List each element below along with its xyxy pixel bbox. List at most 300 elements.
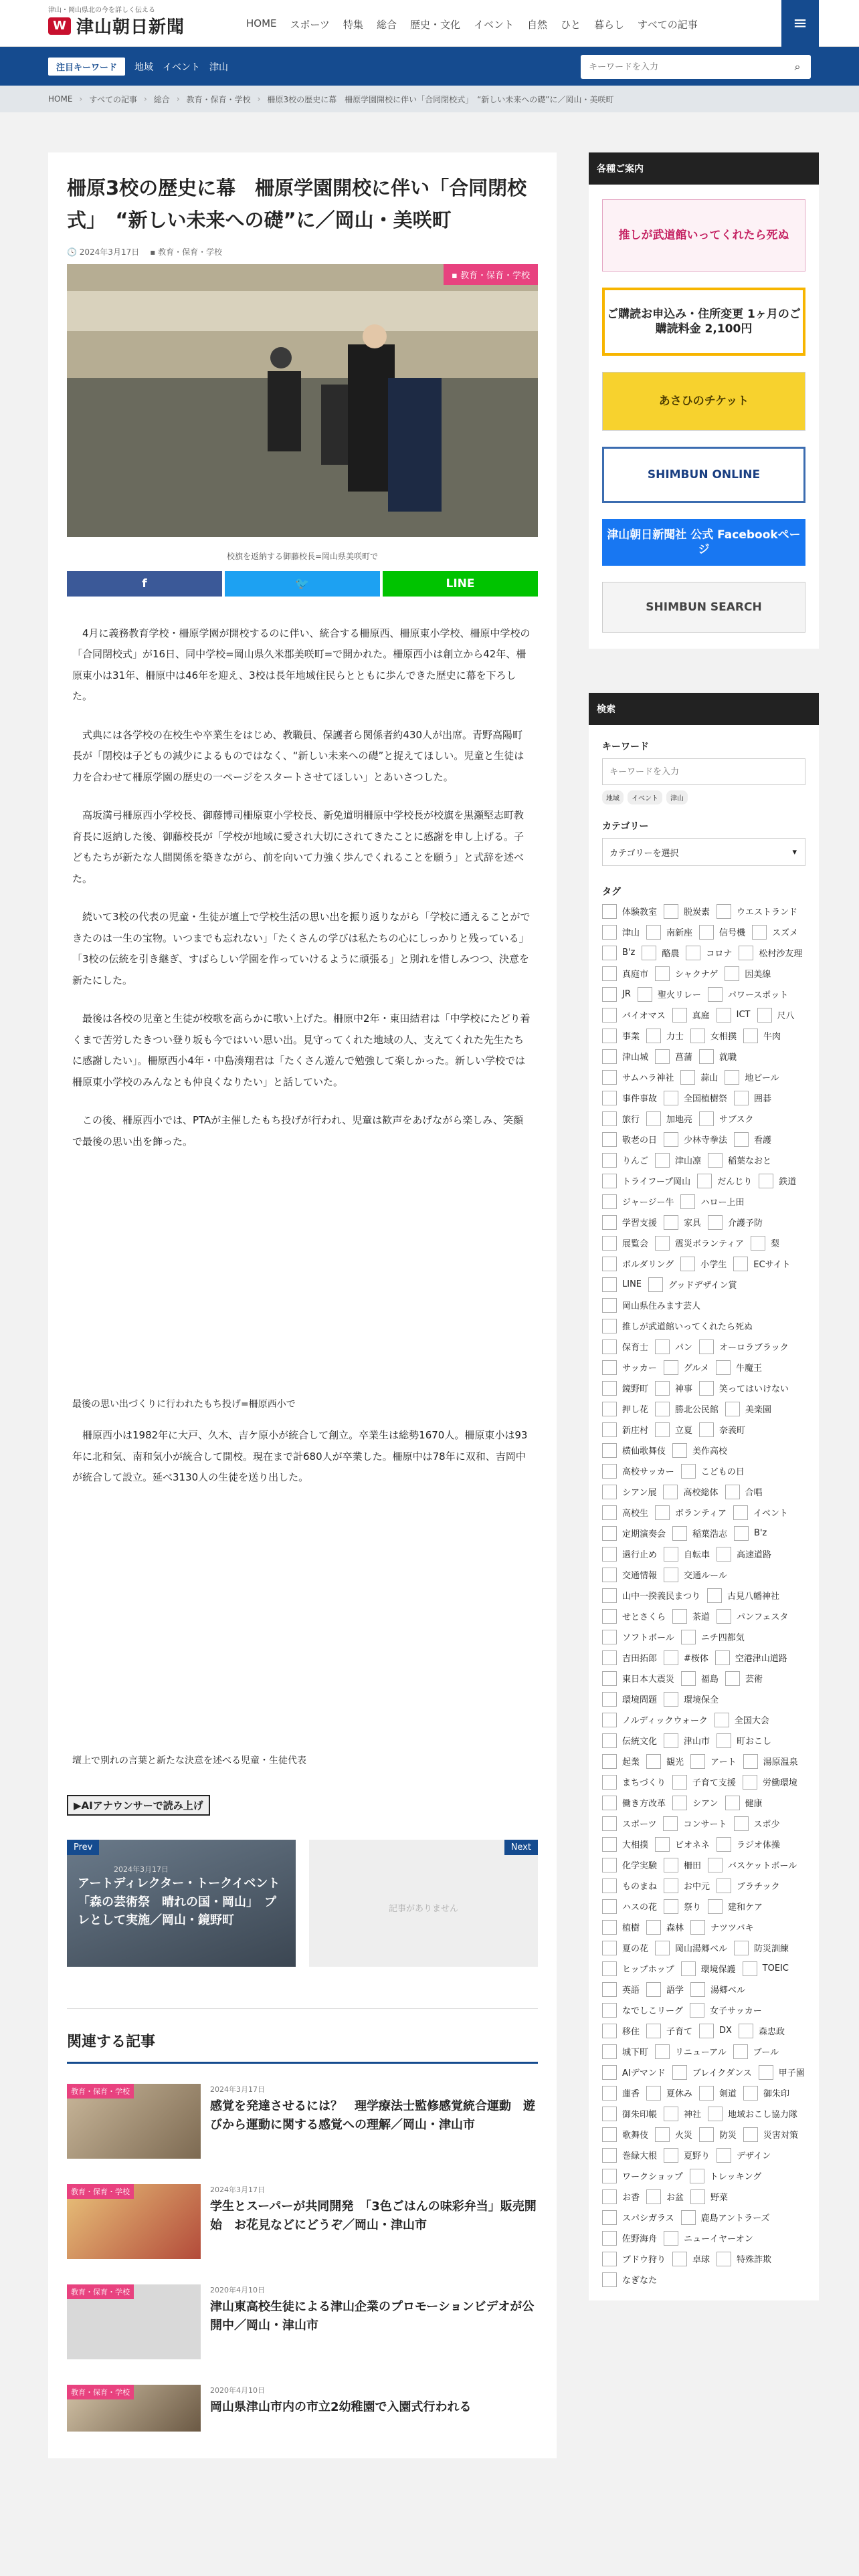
checkbox-icon[interactable] — [717, 2252, 731, 2266]
tag-checkbox[interactable] — [663, 1484, 718, 1499]
checkbox-icon[interactable] — [708, 1153, 723, 1168]
tag-checkbox[interactable] — [646, 924, 692, 940]
tag-checkbox[interactable] — [602, 924, 640, 940]
checkbox-icon[interactable] — [664, 1650, 678, 1665]
tag-checkbox[interactable] — [664, 1733, 710, 1748]
checkbox-icon[interactable] — [734, 1526, 749, 1541]
keyword-link[interactable]: イベント — [163, 62, 201, 73]
checkbox-icon[interactable] — [708, 1215, 723, 1230]
checkbox-icon[interactable] — [602, 1194, 617, 1209]
tag-checkbox[interactable] — [646, 1111, 692, 1126]
tag-checkbox[interactable] — [646, 1753, 684, 1769]
tag-checkbox[interactable] — [739, 2023, 785, 2038]
tag-checkbox[interactable] — [602, 1277, 642, 1292]
checkbox-icon[interactable] — [602, 1402, 617, 1416]
checkbox-icon[interactable] — [717, 904, 731, 919]
checkbox-icon[interactable] — [602, 1671, 617, 1686]
tag-checkbox[interactable] — [733, 1256, 790, 1271]
checkbox-icon[interactable] — [715, 1650, 730, 1665]
checkbox-icon[interactable] — [646, 925, 661, 940]
tag-checkbox[interactable] — [602, 1567, 657, 1582]
checkbox-icon[interactable] — [699, 1339, 714, 1354]
checkbox-icon[interactable] — [734, 1816, 749, 1831]
checkbox-icon[interactable] — [672, 1609, 687, 1624]
tag-checkbox[interactable] — [602, 1795, 666, 1810]
tag-checkbox[interactable] — [602, 2023, 640, 2038]
tag-checkbox[interactable] — [690, 1919, 754, 1935]
tag-checkbox[interactable] — [602, 1981, 640, 1997]
checkbox-icon[interactable] — [602, 1029, 617, 1043]
nav-event[interactable]: イベント — [473, 19, 514, 31]
checkbox-icon[interactable] — [739, 946, 753, 960]
checkbox-icon[interactable] — [672, 1443, 687, 1458]
banner-shimbun-search[interactable]: SHIMBUN SEARCH — [602, 582, 805, 633]
tag-checkbox[interactable] — [655, 1380, 692, 1396]
checkbox-icon[interactable] — [743, 1775, 757, 1790]
checkbox-icon[interactable] — [664, 1733, 678, 1748]
tag-checkbox[interactable] — [663, 1816, 727, 1831]
checkbox-icon[interactable] — [690, 2003, 704, 2018]
tag-checkbox[interactable] — [602, 1152, 648, 1168]
tag-checkbox[interactable] — [602, 1525, 666, 1541]
checkbox-icon[interactable] — [602, 2003, 617, 2018]
tag-checkbox[interactable] — [681, 1629, 745, 1644]
checkbox-icon[interactable] — [602, 1568, 617, 1582]
tag-checkbox[interactable] — [708, 1899, 763, 1914]
checkbox-icon[interactable] — [733, 2044, 748, 2059]
tag-checkbox[interactable] — [655, 1152, 701, 1168]
tag-checkbox[interactable] — [664, 1360, 709, 1375]
checkbox-icon[interactable] — [646, 1111, 661, 1126]
checkbox-icon[interactable] — [602, 1257, 617, 1271]
tag-checkbox[interactable] — [708, 1857, 797, 1872]
checkbox-icon[interactable] — [717, 2148, 731, 2163]
checkbox-icon[interactable] — [690, 2169, 704, 2183]
tag-checkbox[interactable] — [680, 1194, 744, 1209]
tag-checkbox[interactable] — [717, 2251, 771, 2266]
tag-checkbox[interactable] — [743, 2127, 798, 2142]
tag-checkbox[interactable] — [672, 2064, 752, 2080]
tag-checkbox[interactable] — [672, 1442, 727, 1458]
checkbox-icon[interactable] — [699, 1381, 714, 1396]
tag-checkbox[interactable] — [664, 1899, 701, 1914]
photo-category-badge[interactable]: ▪ 教育・保育・学校 — [444, 264, 538, 285]
checkbox-icon[interactable] — [602, 2189, 617, 2204]
checkbox-icon[interactable] — [751, 1236, 765, 1251]
tag-checkbox[interactable] — [602, 1588, 700, 1603]
tag-checkbox[interactable] — [734, 1940, 789, 1955]
checkbox-icon[interactable] — [725, 1796, 740, 1810]
tag-checkbox[interactable] — [664, 1650, 708, 1665]
checkbox-icon[interactable] — [602, 1008, 617, 1023]
checkbox-icon[interactable] — [602, 1837, 617, 1852]
tag-checkbox[interactable] — [602, 2251, 666, 2266]
nav-nature[interactable]: 自然 — [527, 19, 547, 31]
tag-checkbox[interactable] — [672, 1525, 727, 1541]
checkbox-icon[interactable] — [752, 925, 767, 940]
checkbox-icon[interactable] — [672, 2252, 687, 2266]
tag-checkbox[interactable] — [646, 1981, 684, 1997]
checkbox-icon[interactable] — [690, 1029, 705, 1043]
tag-checkbox[interactable] — [739, 945, 802, 960]
prev-article-card[interactable] — [67, 1840, 296, 1967]
tag-checkbox[interactable] — [602, 1899, 657, 1914]
tag-checkbox[interactable] — [699, 2023, 732, 2038]
tag-checkbox[interactable] — [699, 1339, 789, 1354]
keyword-chip[interactable]: 津山 — [666, 790, 688, 804]
checkbox-icon[interactable] — [664, 1360, 678, 1375]
tag-checkbox[interactable] — [708, 1214, 763, 1230]
tag-checkbox[interactable] — [681, 1961, 736, 1976]
related-item[interactable] — [67, 2385, 538, 2432]
banner-ticket[interactable]: あさひのチケット — [602, 372, 805, 431]
checkbox-icon[interactable] — [602, 2107, 617, 2121]
checkbox-icon[interactable] — [708, 2107, 723, 2121]
checkbox-icon[interactable] — [655, 966, 670, 981]
checkbox-icon[interactable] — [602, 1775, 617, 1790]
tag-checkbox[interactable] — [743, 1028, 781, 1043]
tag-checkbox[interactable] — [681, 2210, 770, 2225]
checkbox-icon[interactable] — [602, 1588, 617, 1603]
checkbox-icon[interactable] — [646, 1982, 661, 1997]
related-item[interactable] — [67, 2084, 538, 2159]
article-category[interactable]: ▪ 教育・保育・学校 — [150, 247, 223, 257]
checkbox-icon[interactable] — [759, 2065, 773, 2080]
tag-checkbox[interactable] — [602, 1505, 648, 1520]
tag-checkbox[interactable] — [602, 1608, 666, 1624]
nav-sports[interactable]: スポーツ — [290, 19, 330, 31]
checkbox-icon[interactable] — [707, 1588, 722, 1603]
checkbox-icon[interactable] — [602, 1796, 617, 1810]
checkbox-icon[interactable] — [655, 2044, 670, 2059]
checkbox-icon[interactable] — [602, 1899, 617, 1914]
tag-checkbox[interactable] — [602, 1049, 648, 1064]
tag-checkbox[interactable] — [655, 966, 718, 981]
tag-checkbox[interactable] — [690, 2189, 728, 2204]
checkbox-icon[interactable] — [655, 1402, 670, 1416]
tag-checkbox[interactable] — [717, 1608, 788, 1624]
checkbox-icon[interactable] — [602, 1941, 617, 1955]
tag-checkbox[interactable] — [725, 966, 771, 981]
checkbox-icon[interactable] — [699, 1422, 714, 1437]
nav-feature[interactable]: 特集 — [343, 19, 363, 31]
tag-checkbox[interactable] — [602, 1712, 708, 1727]
keyword-chip[interactable]: イベント — [628, 790, 662, 804]
checkbox-icon[interactable] — [602, 2231, 617, 2246]
checkbox-icon[interactable] — [672, 1775, 687, 1790]
checkbox-icon[interactable] — [602, 1339, 617, 1354]
checkbox-icon[interactable] — [602, 1630, 617, 1644]
tag-checkbox[interactable] — [602, 2002, 683, 2018]
checkbox-icon[interactable] — [725, 966, 739, 981]
tag-checkbox[interactable] — [699, 1111, 753, 1126]
checkbox-icon[interactable] — [655, 1941, 670, 1955]
twitter-share-button[interactable]: 🐦 — [225, 571, 380, 597]
tag-checkbox[interactable] — [743, 2085, 789, 2101]
tag-checkbox[interactable] — [717, 1733, 771, 1748]
tag-checkbox[interactable] — [602, 2127, 648, 2142]
tag-checkbox[interactable] — [655, 1401, 719, 1416]
tag-checkbox[interactable] — [717, 2147, 771, 2163]
tag-checkbox[interactable] — [743, 1753, 798, 1769]
checkbox-icon[interactable] — [716, 1360, 731, 1375]
checkbox-icon[interactable] — [602, 1464, 617, 1479]
menu-button[interactable] — [781, 0, 819, 47]
checkbox-icon[interactable] — [672, 1526, 687, 1541]
checkbox-icon[interactable] — [664, 2148, 678, 2163]
checkbox-icon[interactable] — [602, 1153, 617, 1168]
tag-checkbox[interactable] — [686, 945, 732, 960]
checkbox-icon[interactable] — [734, 1091, 749, 1105]
banner-oshibudo[interactable]: 推しが武道館いってくれたら死ぬ — [602, 199, 805, 272]
tag-checkbox[interactable] — [602, 1214, 657, 1230]
checkbox-icon[interactable] — [664, 2231, 678, 2246]
crumb-general[interactable]: 総合 — [153, 94, 170, 104]
tag-checkbox[interactable] — [602, 1090, 657, 1105]
checkbox-icon[interactable] — [602, 2272, 617, 2287]
checkbox-icon[interactable] — [708, 1899, 723, 1914]
checkbox-icon[interactable] — [602, 946, 617, 960]
checkbox-icon[interactable] — [725, 1070, 739, 1085]
tag-checkbox[interactable] — [717, 1546, 771, 1562]
checkbox-icon[interactable] — [699, 2024, 714, 2038]
checkbox-icon[interactable] — [664, 1132, 678, 1147]
checkbox-icon[interactable] — [602, 1879, 617, 1893]
checkbox-icon[interactable] — [699, 1049, 714, 1064]
tag-checkbox[interactable] — [602, 2085, 640, 2101]
checkbox-icon[interactable] — [759, 1174, 773, 1188]
tag-checkbox[interactable] — [716, 1360, 762, 1375]
nav-all[interactable]: すべての記事 — [638, 19, 698, 31]
tag-checkbox[interactable] — [655, 1235, 744, 1251]
checkbox-icon[interactable] — [602, 2065, 617, 2080]
tag-checkbox[interactable] — [664, 1132, 727, 1147]
nav-people[interactable]: ひと — [561, 19, 581, 31]
tag-checkbox[interactable] — [725, 1795, 763, 1810]
checkbox-icon[interactable] — [602, 1609, 617, 1624]
checkbox-icon[interactable] — [602, 1961, 617, 1976]
checkbox-icon[interactable] — [602, 2169, 617, 2183]
checkbox-icon[interactable] — [646, 2189, 661, 2204]
checkbox-icon[interactable] — [602, 925, 617, 940]
checkbox-icon[interactable] — [602, 1111, 617, 1126]
nav-history[interactable]: 歴史・文化 — [409, 19, 460, 31]
checkbox-icon[interactable] — [602, 1360, 617, 1375]
checkbox-icon[interactable] — [646, 1920, 661, 1935]
tag-checkbox[interactable] — [680, 1256, 727, 1271]
tag-checkbox[interactable] — [743, 1774, 797, 1790]
category-select[interactable]: カテゴリーを選択 ▾ — [602, 838, 805, 866]
checkbox-icon[interactable] — [602, 1692, 617, 1707]
tag-checkbox[interactable] — [681, 1671, 719, 1686]
checkbox-icon[interactable] — [602, 1754, 617, 1769]
checkbox-icon[interactable] — [602, 1298, 617, 1313]
tag-checkbox[interactable] — [655, 1505, 727, 1520]
tag-checkbox[interactable] — [602, 966, 648, 981]
checkbox-icon[interactable] — [733, 1505, 748, 1520]
checkbox-icon[interactable] — [664, 1858, 678, 1872]
facebook-share-button[interactable]: f — [67, 571, 222, 597]
tag-checkbox[interactable] — [646, 2189, 684, 2204]
tag-checkbox[interactable] — [690, 1981, 745, 1997]
tag-checkbox[interactable] — [708, 1152, 771, 1168]
checkbox-icon[interactable] — [663, 1816, 678, 1831]
tag-checkbox[interactable] — [725, 1069, 779, 1085]
tag-checkbox[interactable] — [655, 1836, 710, 1852]
tag-checkbox[interactable] — [734, 1090, 771, 1105]
checkbox-icon[interactable] — [602, 1816, 617, 1831]
checkbox-icon[interactable] — [725, 1402, 740, 1416]
tag-checkbox[interactable] — [646, 2023, 692, 2038]
checkbox-icon[interactable] — [681, 1464, 696, 1479]
tag-checkbox[interactable] — [602, 1857, 657, 1872]
tag-checkbox[interactable] — [664, 2106, 701, 2121]
checkbox-icon[interactable] — [602, 1650, 617, 1665]
checkbox-icon[interactable] — [743, 1754, 758, 1769]
tag-checkbox[interactable] — [602, 1753, 640, 1769]
tag-checkbox[interactable] — [743, 1961, 789, 1976]
checkbox-icon[interactable] — [638, 987, 652, 1002]
checkbox-icon[interactable] — [602, 987, 617, 1002]
checkbox-icon[interactable] — [602, 1277, 617, 1292]
checkbox-icon[interactable] — [664, 1547, 678, 1562]
tag-checkbox[interactable] — [725, 1401, 771, 1416]
tag-checkbox[interactable] — [690, 1753, 737, 1769]
checkbox-icon[interactable] — [602, 1713, 617, 1727]
tag-checkbox[interactable] — [707, 1588, 779, 1603]
checkbox-icon[interactable] — [648, 1277, 663, 1292]
tag-checkbox[interactable] — [690, 2168, 761, 2183]
tag-checkbox[interactable] — [602, 1297, 700, 1313]
tag-checkbox[interactable] — [602, 2064, 666, 2080]
tag-checkbox[interactable] — [759, 1173, 796, 1188]
checkbox-icon[interactable] — [655, 1339, 670, 1354]
tag-checkbox[interactable] — [672, 1608, 710, 1624]
tag-checkbox[interactable] — [602, 2168, 683, 2183]
tag-checkbox[interactable] — [733, 1505, 788, 1520]
tag-checkbox[interactable] — [602, 1733, 657, 1748]
tag-checkbox[interactable] — [602, 2210, 674, 2225]
tag-checkbox[interactable] — [664, 2147, 710, 2163]
checkbox-icon[interactable] — [664, 1215, 678, 1230]
checkbox-icon[interactable] — [717, 1733, 731, 1748]
tag-checkbox[interactable] — [602, 1256, 674, 1271]
checkbox-icon[interactable] — [602, 1174, 617, 1188]
line-share-button[interactable]: LINE — [383, 571, 538, 597]
checkbox-icon[interactable] — [602, 1485, 617, 1499]
tag-checkbox[interactable] — [655, 1339, 692, 1354]
tag-checkbox[interactable] — [602, 1422, 648, 1437]
crumb-home[interactable]: HOME — [48, 94, 73, 104]
checkbox-icon[interactable] — [602, 1070, 617, 1085]
tag-checkbox[interactable] — [699, 1049, 737, 1064]
checkbox-icon[interactable] — [655, 1381, 670, 1396]
checkbox-icon[interactable] — [602, 1091, 617, 1105]
checkbox-icon[interactable] — [602, 1236, 617, 1251]
checkbox-icon[interactable] — [602, 2148, 617, 2163]
checkbox-icon[interactable] — [697, 1174, 712, 1188]
checkbox-icon[interactable] — [602, 1526, 617, 1541]
checkbox-icon[interactable] — [602, 1422, 617, 1437]
checkbox-icon[interactable] — [602, 2210, 617, 2225]
checkbox-icon[interactable] — [602, 1547, 617, 1562]
checkbox-icon[interactable] — [717, 1837, 731, 1852]
tag-checkbox[interactable] — [717, 1836, 780, 1852]
checkbox-icon[interactable] — [646, 2024, 661, 2038]
checkbox-icon[interactable] — [681, 2210, 696, 2225]
checkbox-icon[interactable] — [602, 1982, 617, 1997]
checkbox-icon[interactable] — [681, 1671, 696, 1686]
checkbox-icon[interactable] — [690, 1920, 705, 1935]
tag-checkbox[interactable] — [602, 1878, 657, 1893]
tag-checkbox[interactable] — [672, 1774, 736, 1790]
checkbox-icon[interactable] — [602, 2086, 617, 2101]
tag-checkbox[interactable] — [690, 1028, 737, 1043]
tag-checkbox[interactable] — [655, 2044, 727, 2059]
checkbox-icon[interactable] — [743, 1029, 758, 1043]
tag-checkbox[interactable] — [602, 1546, 657, 1562]
tag-checkbox[interactable] — [664, 1567, 727, 1582]
nav-general[interactable]: 総合 — [376, 19, 397, 31]
checkbox-icon[interactable] — [664, 1899, 678, 1914]
tag-checkbox[interactable] — [759, 2064, 805, 2080]
tag-checkbox[interactable] — [708, 986, 788, 1002]
tag-checkbox[interactable] — [680, 1069, 718, 1085]
tag-checkbox[interactable] — [646, 1919, 684, 1935]
tag-checkbox[interactable] — [646, 1028, 684, 1043]
nav-life[interactable]: 暮らし — [594, 19, 625, 31]
checkbox-icon[interactable] — [602, 2024, 617, 2038]
tag-checkbox[interactable] — [602, 1671, 674, 1686]
checkbox-icon[interactable] — [655, 1049, 670, 1064]
checkbox-icon[interactable] — [655, 1837, 670, 1852]
tag-checkbox[interactable] — [733, 2044, 779, 2059]
tag-checkbox[interactable] — [664, 2230, 753, 2246]
checkbox-icon[interactable] — [725, 1671, 740, 1686]
tag-checkbox[interactable] — [655, 2127, 692, 2142]
checkbox-icon[interactable] — [708, 1858, 723, 1872]
checkbox-icon[interactable] — [655, 1153, 670, 1168]
ai-read-aloud-button[interactable]: ▶AIアナウンサーで読み上げ — [67, 1795, 210, 1816]
checkbox-icon[interactable] — [739, 2024, 753, 2038]
tag-checkbox[interactable] — [690, 2002, 762, 2018]
checkbox-icon[interactable] — [672, 1796, 687, 1810]
checkbox-icon[interactable] — [680, 1070, 695, 1085]
tag-checkbox[interactable] — [642, 945, 679, 960]
checkbox-icon[interactable] — [602, 1443, 617, 1458]
tag-checkbox[interactable] — [602, 1629, 674, 1644]
tag-checkbox[interactable] — [638, 986, 701, 1002]
tag-checkbox[interactable] — [602, 903, 657, 919]
checkbox-icon[interactable] — [743, 2127, 758, 2142]
tag-checkbox[interactable] — [757, 1007, 795, 1023]
tag-checkbox[interactable] — [602, 2147, 657, 2163]
search-input[interactable] — [581, 62, 784, 72]
tag-checkbox[interactable] — [602, 1194, 674, 1209]
tag-checkbox[interactable] — [602, 1774, 666, 1790]
checkbox-icon[interactable] — [686, 946, 700, 960]
checkbox-icon[interactable] — [602, 1733, 617, 1748]
keyword-link[interactable]: 地域 — [134, 62, 154, 73]
tag-checkbox[interactable] — [602, 1132, 657, 1147]
tag-checkbox[interactable] — [715, 1650, 787, 1665]
tag-checkbox[interactable] — [664, 1878, 710, 1893]
tag-checkbox[interactable] — [602, 1484, 656, 1499]
checkbox-icon[interactable] — [681, 1961, 696, 1976]
search-icon[interactable]: ⌕ — [794, 60, 801, 73]
tag-checkbox[interactable] — [714, 1712, 769, 1727]
checkbox-icon[interactable] — [734, 1941, 749, 1955]
